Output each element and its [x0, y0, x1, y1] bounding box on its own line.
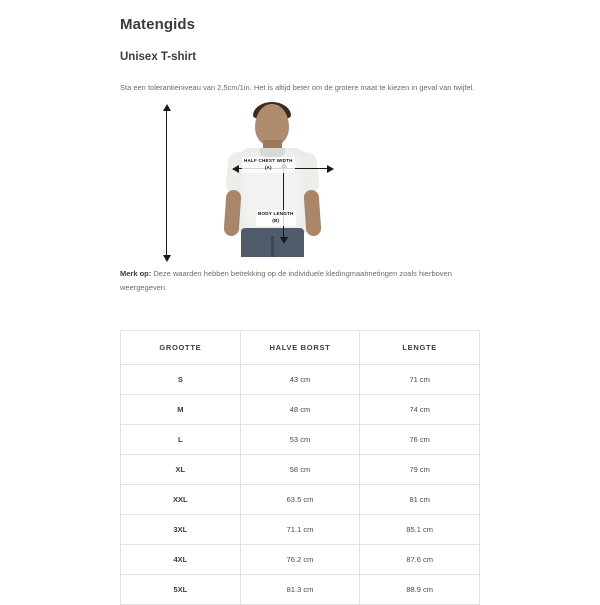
table-row: [121, 575, 480, 605]
half-chest-width-label-line1: HALF CHEST WIDTH: [244, 158, 293, 164]
cell-length: 88.9 cm: [360, 575, 480, 605]
table-row: [121, 455, 480, 485]
cell-size: XL: [121, 455, 241, 485]
cell-half-chest: 58 cm: [240, 455, 360, 485]
body-length-label: [256, 210, 296, 226]
body-length-label-line2: (B): [272, 218, 280, 224]
column-header-length: LENGTE: [360, 331, 480, 365]
table-row: [121, 425, 480, 455]
half-chest-width-label: [242, 157, 295, 173]
cell-length: 71 cm: [360, 365, 480, 395]
note-body: Deze waarden hebben betrekking op de individuele kledingmaatmetingen zoals hierboven weergegeven.: [120, 269, 452, 292]
size-table: [120, 330, 480, 605]
cell-size: S: [121, 365, 241, 395]
cell-half-chest: 81.3 cm: [240, 575, 360, 605]
cell-length: 79 cm: [360, 455, 480, 485]
size-table-body: [121, 365, 480, 605]
intro-text: Sta een tolerantieniveau van 2,5cm/1in. Het is altijd beter om de grotere maat te kiezen in geval van twijfel.: [120, 83, 475, 92]
model-jeans-seam: [271, 236, 274, 257]
cell-size: M: [121, 395, 241, 425]
cell-size: XXL: [121, 485, 241, 515]
cell-length: 81 cm: [360, 485, 480, 515]
full-height-arrow-icon: [166, 110, 167, 256]
cell-size: L: [121, 425, 241, 455]
cell-half-chest: 76.2 cm: [240, 545, 360, 575]
cell-half-chest: 48 cm: [240, 395, 360, 425]
cell-length: 76 cm: [360, 425, 480, 455]
product-subtitle: Unisex T-shirt: [120, 51, 197, 63]
cell-length: 87.6 cm: [360, 545, 480, 575]
measurement-diagram: [120, 102, 480, 257]
column-header-size: GROOTTE: [121, 331, 241, 365]
cell-length: 74 cm: [360, 395, 480, 425]
table-row: [121, 395, 480, 425]
half-chest-width-label-line2: (A): [264, 165, 272, 171]
size-table-head: [121, 331, 480, 365]
cell-half-chest: 53 cm: [240, 425, 360, 455]
cell-half-chest: 63.5 cm: [240, 485, 360, 515]
body-length-label-line1: BODY LENGTH: [258, 211, 294, 217]
page-title: Matengids: [120, 16, 196, 33]
table-row: [121, 365, 480, 395]
cell-half-chest: 71.1 cm: [240, 515, 360, 545]
note-text: [120, 267, 480, 294]
cell-size: 4XL: [121, 545, 241, 575]
model-right-arm: [303, 190, 321, 237]
body-length-arrow-icon: [283, 168, 284, 238]
cell-half-chest: 43 cm: [240, 365, 360, 395]
cell-size: 3XL: [121, 515, 241, 545]
note-prefix: Merk op:: [120, 269, 152, 279]
cell-size: 5XL: [121, 575, 241, 605]
size-table-header-row: [121, 331, 480, 365]
model-photo: [205, 102, 340, 257]
table-row: [121, 515, 480, 545]
table-row: [121, 545, 480, 575]
table-row: [121, 485, 480, 515]
cell-length: 85.1 cm: [360, 515, 480, 545]
column-header-half-chest: HALVE BORST: [240, 331, 360, 365]
